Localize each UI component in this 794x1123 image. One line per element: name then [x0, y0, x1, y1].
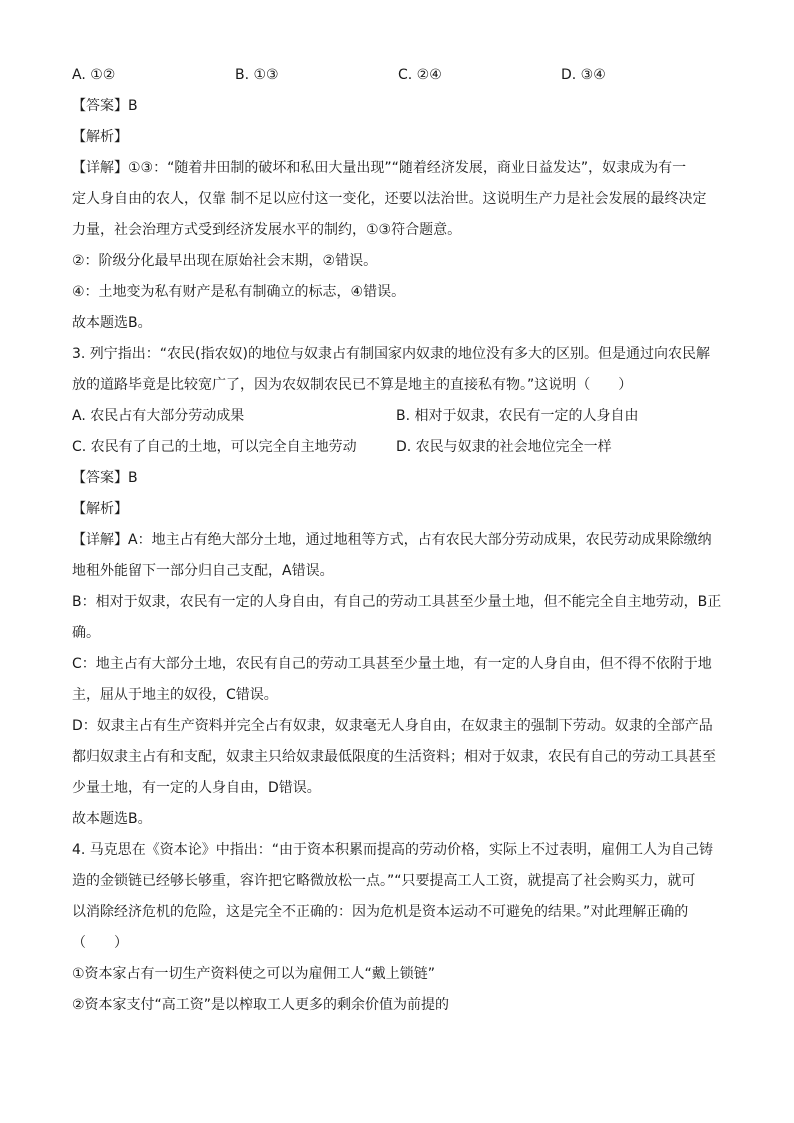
q3-detail-line: 少量土地，有一定的人身自由，D错误。: [72, 780, 321, 796]
q3-option-b: B. 相对于奴隶，农民有一定的人身自由: [396, 408, 639, 424]
q3-option-a: A. 农民占有大部分劳动成果: [72, 408, 245, 424]
q3-options-row: [72, 401, 732, 432]
q3-detail-line: B：相对于奴隶，农民有一定的人身自由，有自己的劳动工具甚至少量土地，但不能完全自主地劳动，B正: [72, 594, 722, 610]
q3-options-row: [72, 432, 732, 463]
q2-option-a: A. ①②: [72, 67, 116, 83]
q3-option-d: D. 农民与奴隶的社会地位完全一样: [396, 439, 612, 455]
q3-conclusion: 故本题选B。: [72, 811, 152, 827]
q3-detail-line: 【详解】A：地主占有绝大部分土地，通过地租等方式，占有农民大部分劳动成果，农民劳动成果除缴纳: [72, 532, 712, 548]
q2-option-d: D. ③④: [561, 67, 606, 83]
q3-stem-line: 3. 列宁指出：“农民(指农奴)的地位与奴隶占有制国家内奴隶的地位没有多大的区别。但是通过向农民解: [72, 346, 710, 362]
q3-detail-line: 地租外能留下一部分归自己支配，A错误。: [72, 563, 334, 579]
q4-item-1: ①资本家占有一切生产资料使之可以为雇佣工人“戴上锁链”: [72, 966, 436, 982]
q2-detail-line: ②：阶级分化最早出现在原始社会末期，②错误。: [72, 253, 378, 269]
q3-stem-line: 放的道路毕竟是比较宽广了，因为农奴制农民已不算是地主的直接私有物。”这说明（ ）: [72, 377, 633, 393]
q3-option-c: C. 农民有了自己的土地，可以完全自主地劳动: [72, 439, 357, 455]
q4-stem-line: 4. 马克思在《资本论》中指出：“由于资本积累而提高的劳动价格，实际上不过表明，雇佣工人为自己铸: [72, 842, 714, 858]
q3-detail-line: D：奴隶主占有生产资料并完全占有奴隶，奴隶毫无人身自由，在奴隶主的强制下劳动。奴隶的全部产品: [72, 718, 713, 734]
q4-item-2: ②资本家支付“高工资”是以榨取工人更多的剩余价值为前提的: [72, 997, 450, 1013]
q3-detail-line: 主，屈从于地主的奴役，C错误。: [72, 687, 278, 703]
q3-detail-line: 都归奴隶主占有和支配，奴隶主只给奴隶最低限度的生活资料；相对于奴隶，农民有自己的劳动工具甚至: [72, 749, 716, 765]
q2-answer: 【答案】B: [72, 98, 138, 114]
q2-conclusion: 故本题选B。: [72, 315, 152, 331]
q2-analysis-label: 【解析】: [72, 129, 128, 145]
q4-stem-line: 以消除经济危机的危险，这是完全不正确的：因为危机是资本运动不可避免的结果。”对此理解正确的: [72, 904, 689, 920]
q3-detail-line: C：地主占有大部分土地，农民有自己的劳动工具甚至少量土地，有一定的人身自由，但不得不依附于地: [72, 656, 712, 672]
document-page: [72, 60, 732, 1021]
q3-answer: 【答案】B: [72, 470, 138, 486]
q4-stem-line: 造的金锁链已经够长够重，容许把它略微放松一点。”“只要提高工人工资，就提高了社会购买力，就可: [72, 873, 696, 889]
q2-detail-line: 力量，社会治理方式受到经济发展水平的制约，①③符合题意。: [72, 222, 462, 238]
q4-stem-line: （ ）: [72, 935, 128, 951]
q2-option-b: B. ①③: [235, 67, 279, 83]
q3-analysis-label: 【解析】: [72, 501, 128, 517]
q2-detail-line: 【详解】①③：“随着井田制的破坏和私田大量出现”“随着经济发展，商业日益发达”，奴隶成为有一: [72, 160, 687, 176]
q2-detail-line: ④：土地变为私有财产是私有制确立的标志，④错误。: [72, 284, 406, 300]
q3-detail-line: 确。: [72, 625, 100, 641]
q2-options: [72, 60, 732, 91]
q2-detail-line: 定人身自由的农人，仅靠 制不足以应付这一变化，还要以法治世。这说明生产力是社会发展的最终决定: [72, 191, 707, 207]
q2-option-c: C. ②④: [398, 67, 442, 83]
